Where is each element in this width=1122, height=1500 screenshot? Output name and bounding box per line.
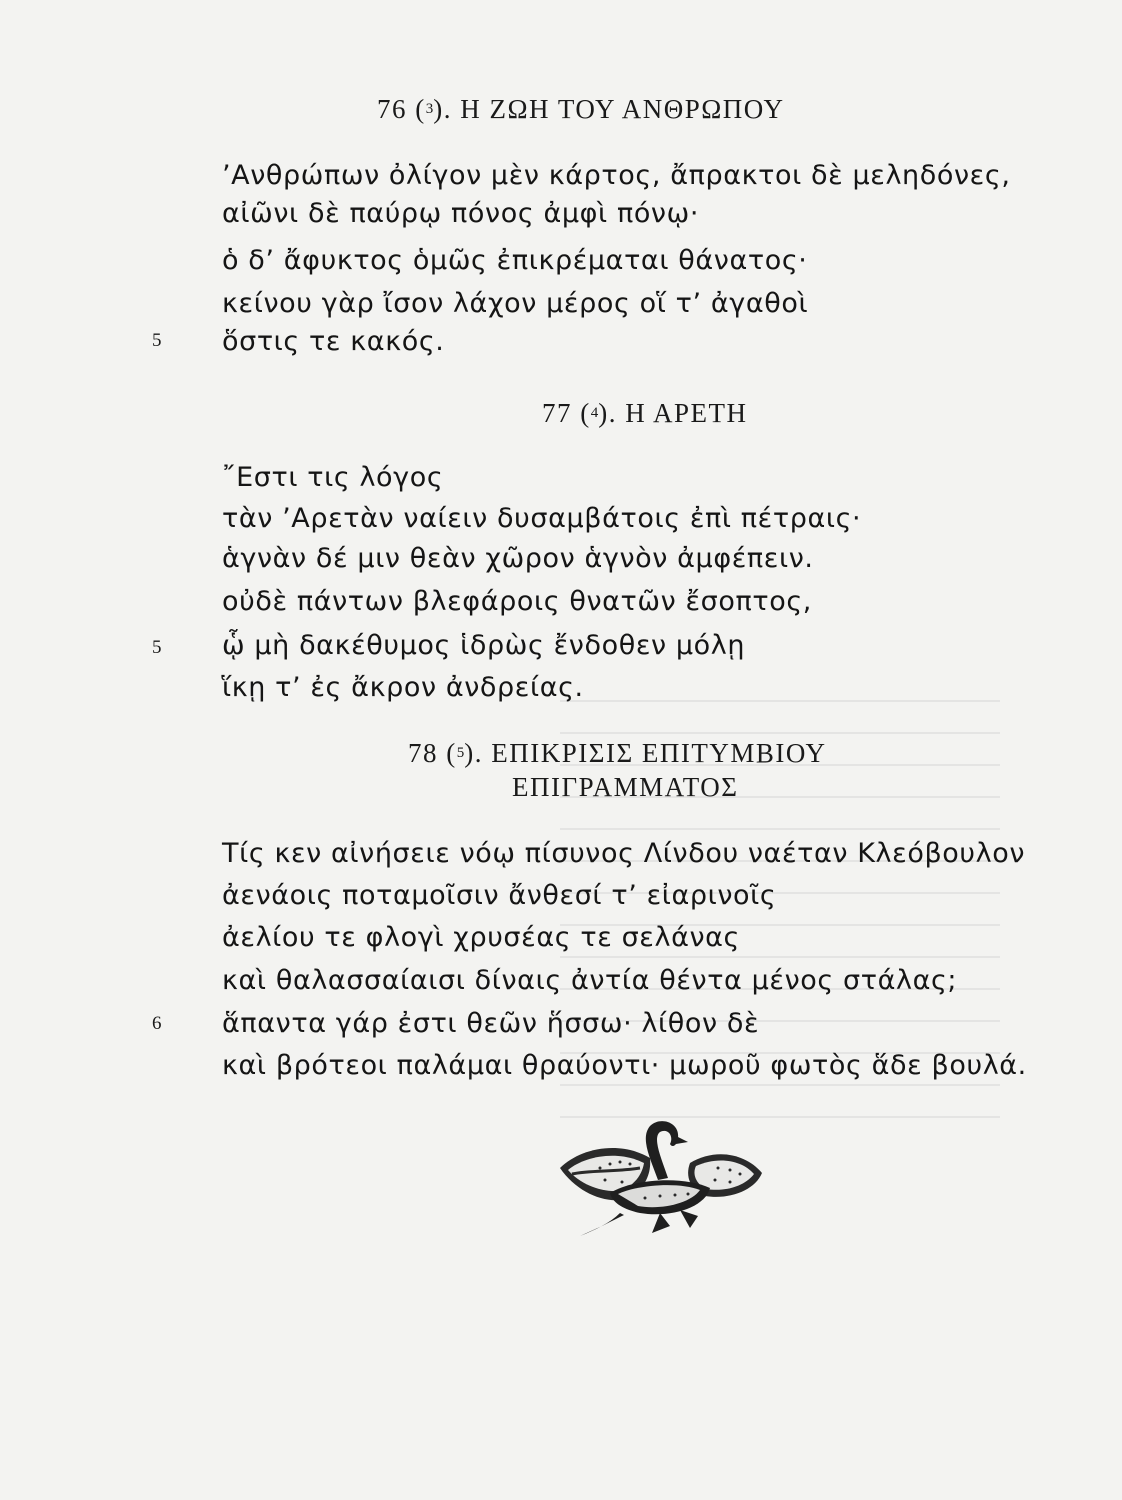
poem-title: Η ΑΡΕΤΗ xyxy=(625,398,748,428)
poem-76-heading: 76 ($^3$). Η ΖΩΗ ΤΟΥ ΑΝΘΡΩΠΟΥ xyxy=(377,94,785,124)
poem-number: 76 xyxy=(377,94,407,124)
poem-78-line-3: ἀελίου τε φλογὶ χρυσέας τε σελάνας xyxy=(222,922,741,953)
poem-title: Η ΖΩΗ ΤΟΥ ΑΝΘΡΩΠΟΥ xyxy=(460,94,785,124)
poem-77-line-1: ῎Εστι τις λόγος xyxy=(222,462,444,493)
poem-76-line-4: κείνου γὰρ ἴσον λάχον μέρος οἵ τ’ ἀγαθοὶ xyxy=(222,288,809,319)
swan-icon xyxy=(540,1118,780,1243)
poem-ref: 5 xyxy=(456,745,465,761)
poem-77-line-4: οὐδὲ πάντων βλεφάροις θνατῶν ἔσοπτος, xyxy=(222,586,812,617)
poem-78-heading: 78 ($^5$). ΕΠΙΚΡΙΣΙΣ ΕΠΙΤΥΜΒΙΟΥ xyxy=(408,738,827,768)
poem-78-line-5: ἅπαντα γάρ ἐστι θεῶν ἥσσω· λίθον δὲ xyxy=(222,1008,760,1039)
poem-number: 77 xyxy=(542,398,572,428)
poem-76-line-1: ’Ανθρώπων ὀλίγον μὲν κάρτος, ἄπρακτοι δὲ μεληδόνες, xyxy=(222,160,1011,191)
poem-76-line-5: ὅστις τε κακός. xyxy=(222,326,445,357)
poem-77-line-5: ᾧ μὴ δακέθυμος ἱδρὼς ἔνδοθεν μόλῃ xyxy=(222,630,746,661)
poem-77-line-6: ἵκῃ τ’ ἐς ἄκρον ἀνδρείας. xyxy=(222,672,584,703)
poem-78-line-1: Τίς κεν αἰνήσειε νόῳ πίσυνος Λίνδου ναέταν Κλεόβουλον xyxy=(222,838,1026,869)
poem-78-line-4: καὶ θαλασσαίαισι δίναις ἀντία θέντα μένος στάλας; xyxy=(222,965,958,996)
poem-76-line-2: αἰῶνι δὲ παύρῳ πόνος ἀμφὶ πόνῳ· xyxy=(222,198,700,229)
poem-77-heading: 77 ($^4$). Η ΑΡΕΤΗ xyxy=(542,398,748,428)
poem-78-line-6: καὶ βρότεοι παλάμαι θραύοντι· μωροῦ φωτὸς ἅδε βουλά. xyxy=(222,1050,1027,1081)
poem-ref: 3 xyxy=(425,101,434,117)
poem-77-line-number: 5 xyxy=(152,637,162,658)
poem-76-line-number: 5 xyxy=(152,330,162,351)
poem-ref: 4 xyxy=(590,405,599,421)
poem-77-line-3: ἁγνὰν δέ μιν θεὰν χῶρον ἁγνὸν ἀμφέπειν. xyxy=(222,543,814,574)
poem-76-line-3: ὁ δ’ ἄφυκτος ὁμῶς ἐπικρέμαται θάνατος· xyxy=(222,245,808,276)
poem-78-line-number: 6 xyxy=(152,1013,162,1034)
poem-77-line-2: τὰν ’Αρετὰν ναίειν δυσαμβάτοις ἐπὶ πέτραις· xyxy=(222,503,862,534)
poem-number: 78 xyxy=(408,738,438,768)
poem-78-line-2: ἀενάοις ποταμοῖσιν ἄνθεσί τ’ εἰαρινοῖς xyxy=(222,880,777,911)
poem-78-heading-line-2: ΕΠΙΓΡΑΜΜΑΤΟΣ xyxy=(512,772,739,802)
poem-title: ΕΠΙΚΡΙΣΙΣ ΕΠΙΤΥΜΒΙΟΥ xyxy=(491,738,827,768)
